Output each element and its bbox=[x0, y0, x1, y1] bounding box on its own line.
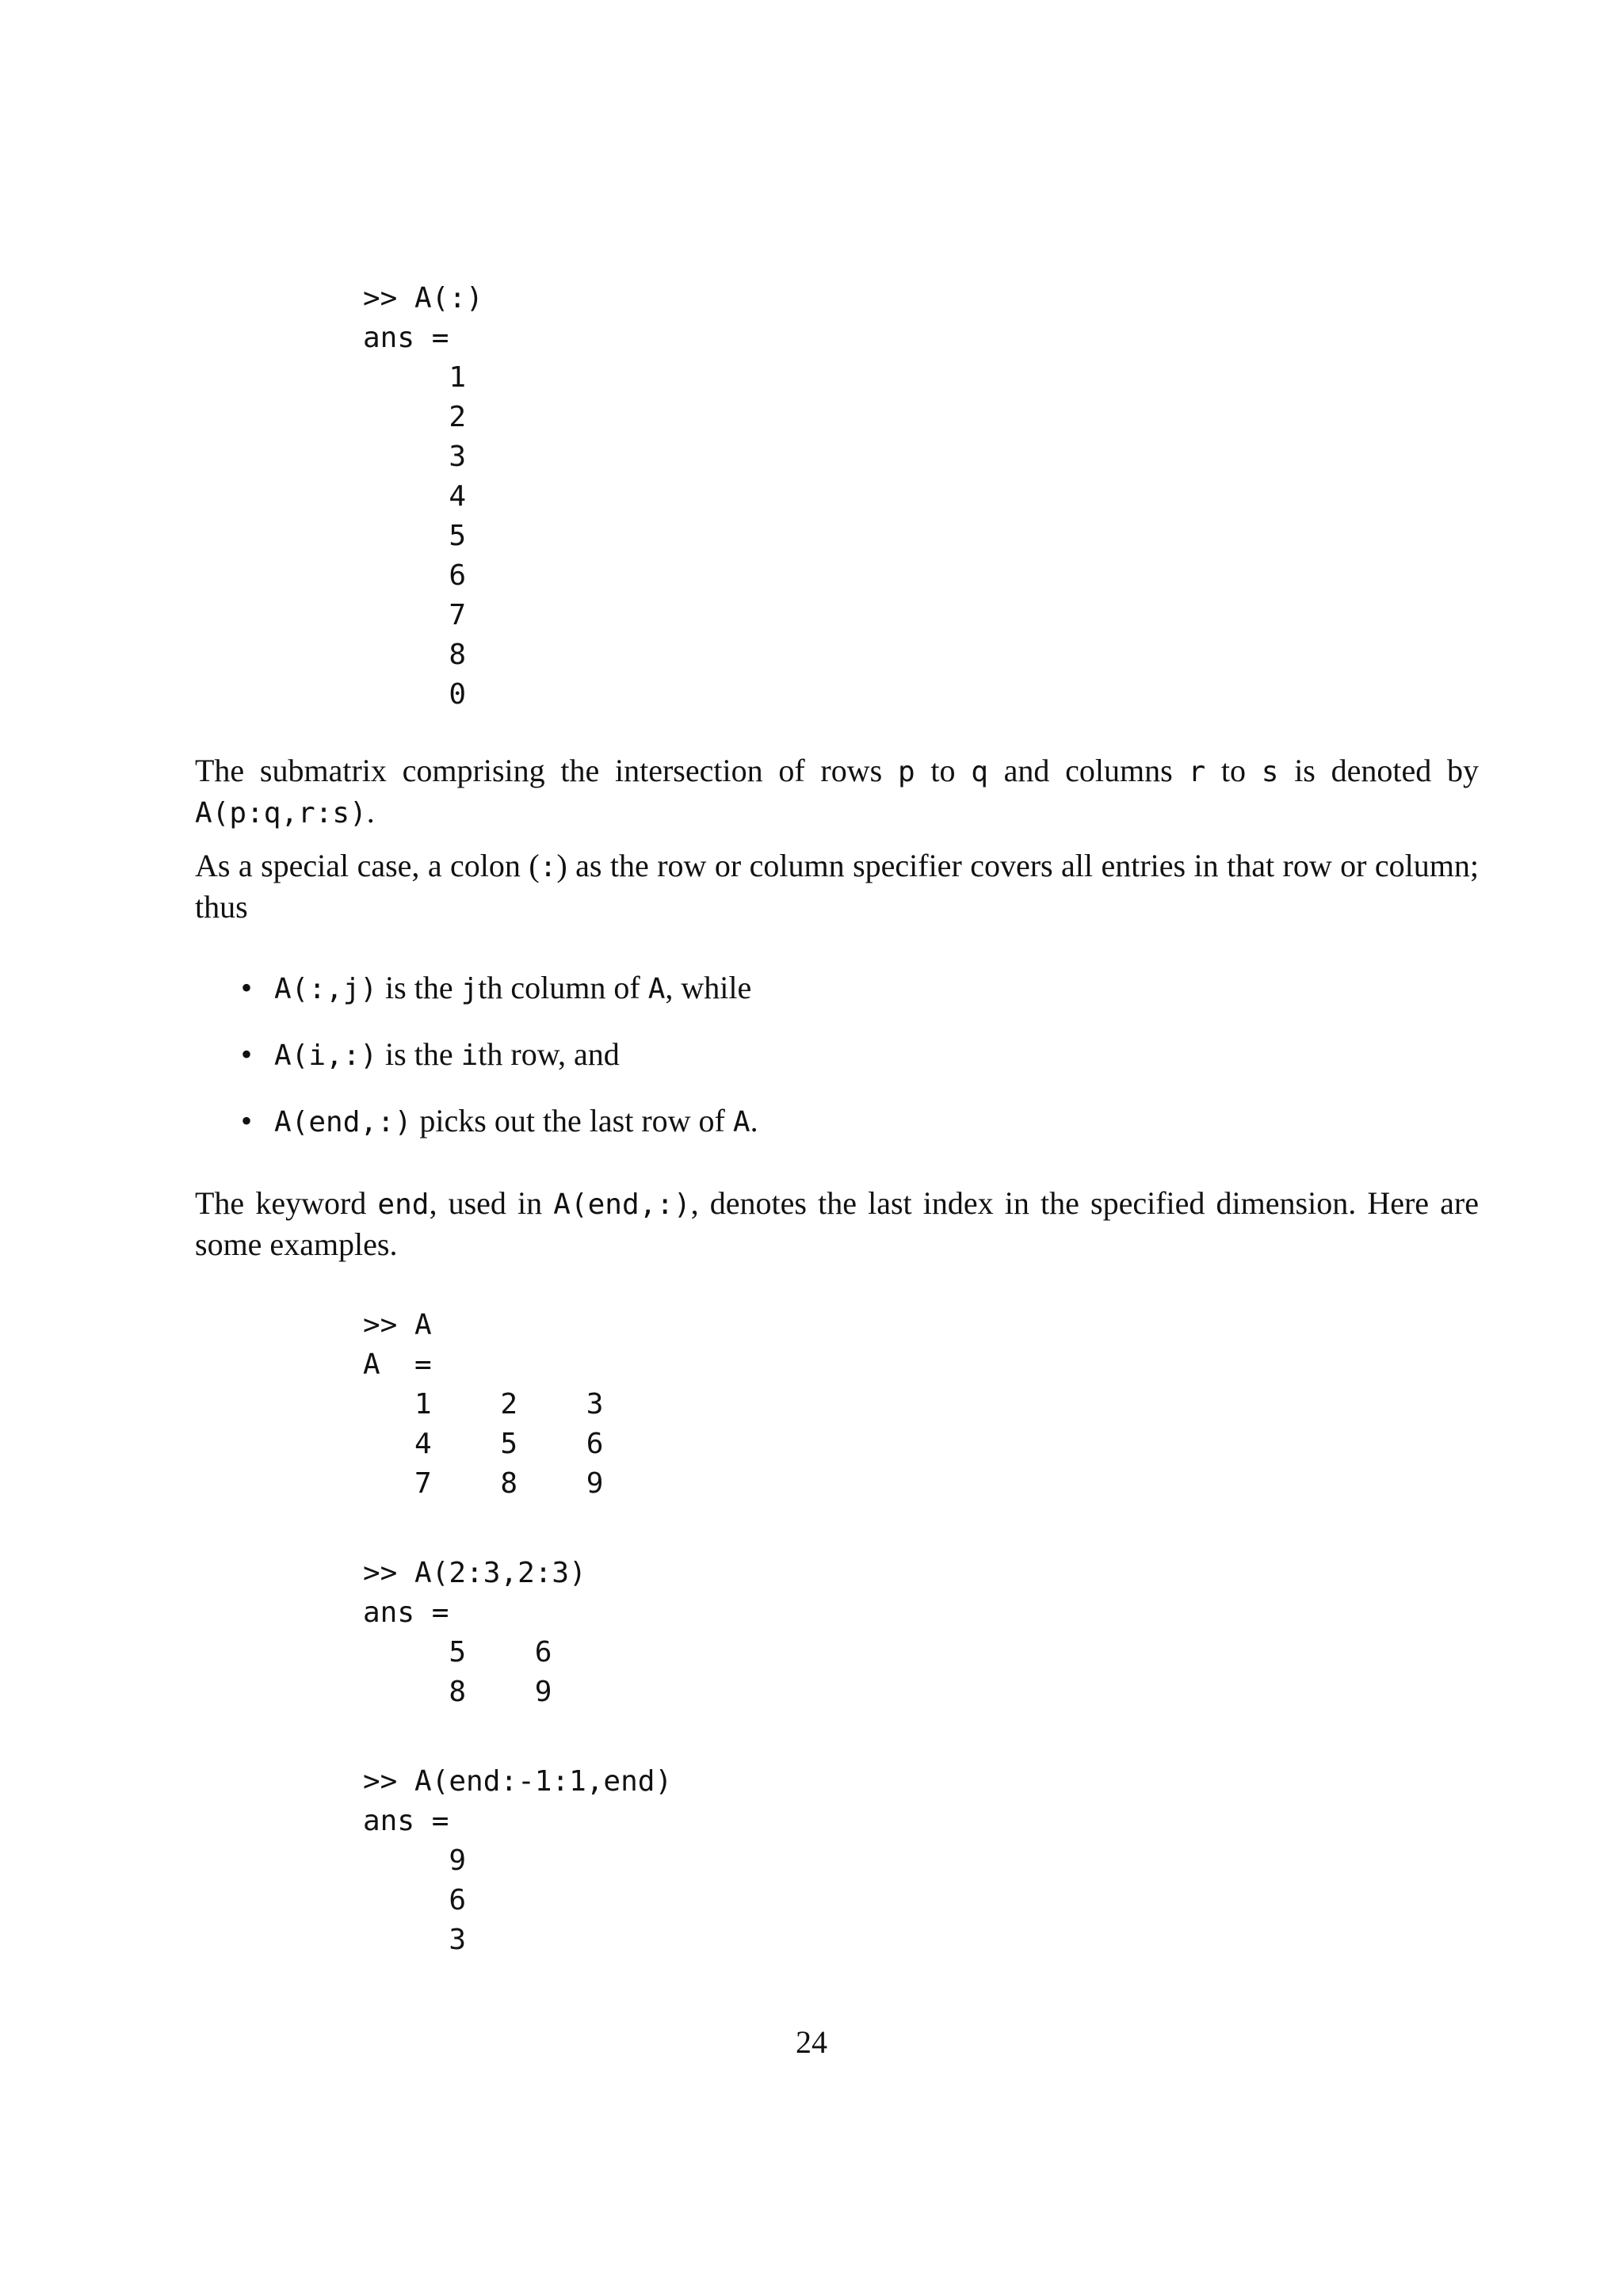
bullet-icon: • bbox=[241, 1036, 253, 1072]
text: th column of bbox=[478, 970, 648, 1005]
code-inline: end bbox=[377, 1188, 430, 1221]
bullet-icon: • bbox=[241, 970, 253, 1005]
text: is the bbox=[377, 1036, 461, 1072]
text: to bbox=[915, 753, 972, 788]
code-inline: p bbox=[897, 756, 915, 788]
text: . bbox=[366, 794, 375, 830]
code-inline: A bbox=[647, 973, 666, 1005]
code-inline: : bbox=[539, 851, 557, 883]
code-inline: A(end,:) bbox=[274, 1106, 412, 1138]
paragraph-colon-special-case bbox=[195, 846, 1479, 927]
text: , denotes the last index in the specified dimension. Here are some examples. bbox=[195, 1185, 1480, 1262]
code-block-colon-vector: >> A(:) ans = 1 2 3 4 5 6 7 8 0 bbox=[363, 282, 483, 711]
text: ) as the row or column specifier covers all entries in that row or column; thus bbox=[195, 848, 1480, 925]
text: picks out the last row of bbox=[411, 1103, 733, 1138]
code-inline: i bbox=[460, 1039, 479, 1072]
code-inline: A(i,:) bbox=[274, 1039, 378, 1072]
text: is denoted by bbox=[1278, 753, 1479, 788]
code-inline: A bbox=[732, 1106, 750, 1138]
text: The keyword bbox=[195, 1185, 378, 1221]
text: . bbox=[750, 1103, 758, 1138]
code-inline: A(p:q,r:s) bbox=[195, 797, 367, 830]
text: th row, and bbox=[478, 1036, 620, 1072]
code-inline: j bbox=[460, 973, 479, 1005]
bullet-item-row bbox=[241, 1035, 620, 1076]
code-block-submatrix-example: >> A(2:3,2:3) ans = 5 6 8 9 bbox=[363, 1557, 586, 1708]
paragraph-submatrix bbox=[195, 751, 1479, 833]
text: to bbox=[1205, 753, 1262, 788]
bullet-item-last-row bbox=[241, 1101, 758, 1142]
code-inline: r bbox=[1188, 756, 1206, 788]
text: As a special case, a colon ( bbox=[195, 848, 540, 883]
bullet-item-column bbox=[241, 968, 751, 1009]
code-inline: q bbox=[971, 756, 988, 788]
code-inline: A(:,j) bbox=[274, 973, 378, 1005]
text: The submatrix comprising the intersection of rows bbox=[195, 753, 898, 788]
code-inline: A(end,:) bbox=[553, 1188, 691, 1221]
bullet-icon: • bbox=[241, 1103, 253, 1138]
text: , while bbox=[665, 970, 752, 1005]
page-number: 24 bbox=[796, 2024, 827, 2060]
code-inline: s bbox=[1261, 756, 1279, 788]
code-block-end-example: >> A(end:-1:1,end) ans = 9 6 3 bbox=[363, 1765, 673, 1956]
text: and columns bbox=[987, 753, 1189, 788]
text: is the bbox=[377, 970, 461, 1005]
code-block-matrix-a: >> A A = 1 2 3 4 5 6 7 8 9 bbox=[363, 1309, 604, 1500]
text: , used in bbox=[429, 1185, 554, 1221]
paragraph-keyword-end bbox=[195, 1184, 1479, 1264]
